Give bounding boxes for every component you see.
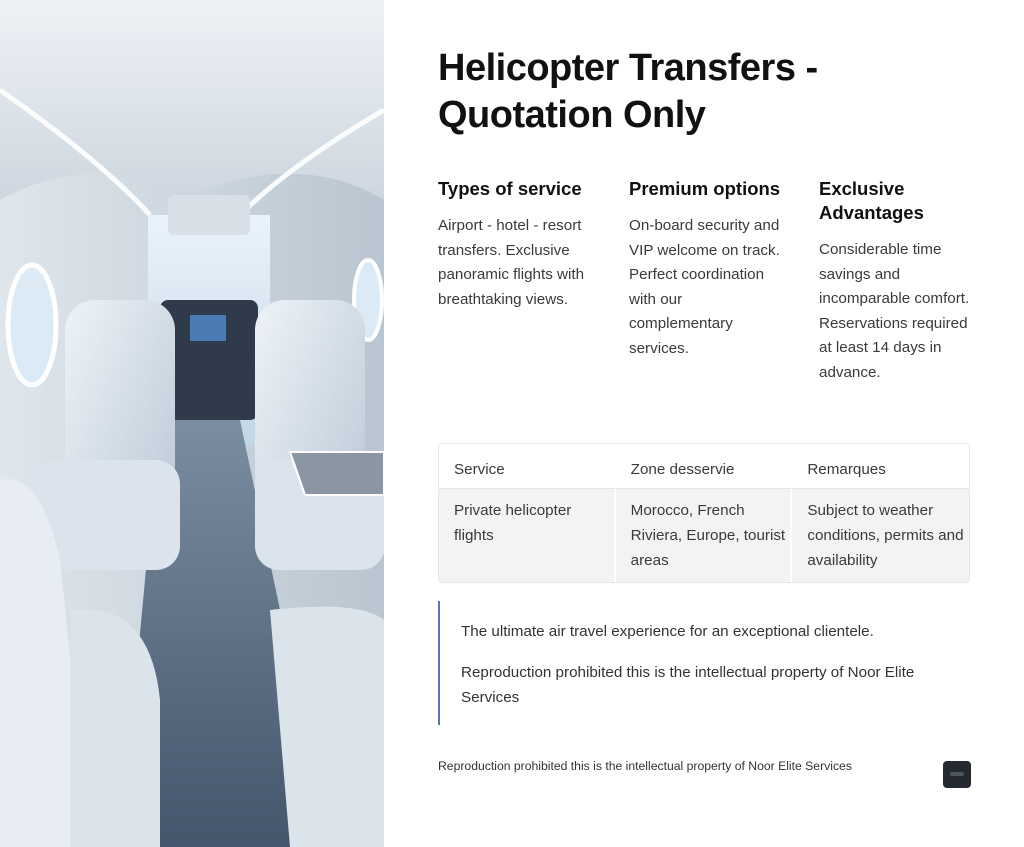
jet-cabin-interior-photo xyxy=(0,0,384,847)
footer-copyright: Reproduction prohibited this is the intellectual property of Noor Elite Services xyxy=(438,759,852,773)
table-cell: Morocco, French Riviera, Europe, tourist areas xyxy=(616,489,793,583)
table-header-cell: Remarques xyxy=(807,461,886,478)
table-header-cell: Service xyxy=(454,461,505,478)
column-text: Airport - hotel - resort transfers. Exclusive panoramic flights with breathtaking views. xyxy=(438,217,585,308)
table-header-row xyxy=(439,444,969,489)
feature-column-types-of-service xyxy=(438,177,598,312)
highlight-quote xyxy=(438,601,970,725)
page-title: Helicopter Transfers - Quotation Only xyxy=(438,47,818,136)
quote-line: The ultimate air travel experience for an exceptional clientele. xyxy=(461,623,874,640)
table-cell: Private helicopter flights xyxy=(439,489,616,583)
feature-column-exclusive-advantages xyxy=(819,177,975,386)
logo-mark-icon xyxy=(950,772,964,776)
column-text: On-board security and VIP welcome on track. Perfect coordination with our complementary services. xyxy=(629,217,780,357)
column-heading: Premium options xyxy=(629,178,781,199)
feature-column-premium-options xyxy=(629,177,789,362)
column-heading: Exclusive Advantages xyxy=(819,178,924,223)
content-panel xyxy=(438,0,972,847)
quote-line: Reproduction prohibited this is the intellectual property of Noor Elite Services xyxy=(461,664,915,706)
brand-logo-badge xyxy=(943,761,971,788)
table-row xyxy=(439,489,969,583)
table-header-cell: Zone desservie xyxy=(630,461,735,478)
service-table xyxy=(438,443,970,583)
table-cell: Subject to weather conditions, permits and availability xyxy=(792,489,969,583)
column-heading: Types of service xyxy=(438,178,582,199)
cabin-photo xyxy=(0,0,384,847)
column-text: Considerable time savings and incomparable comfort. Reservations required at least 14 days in advance. xyxy=(819,241,970,381)
